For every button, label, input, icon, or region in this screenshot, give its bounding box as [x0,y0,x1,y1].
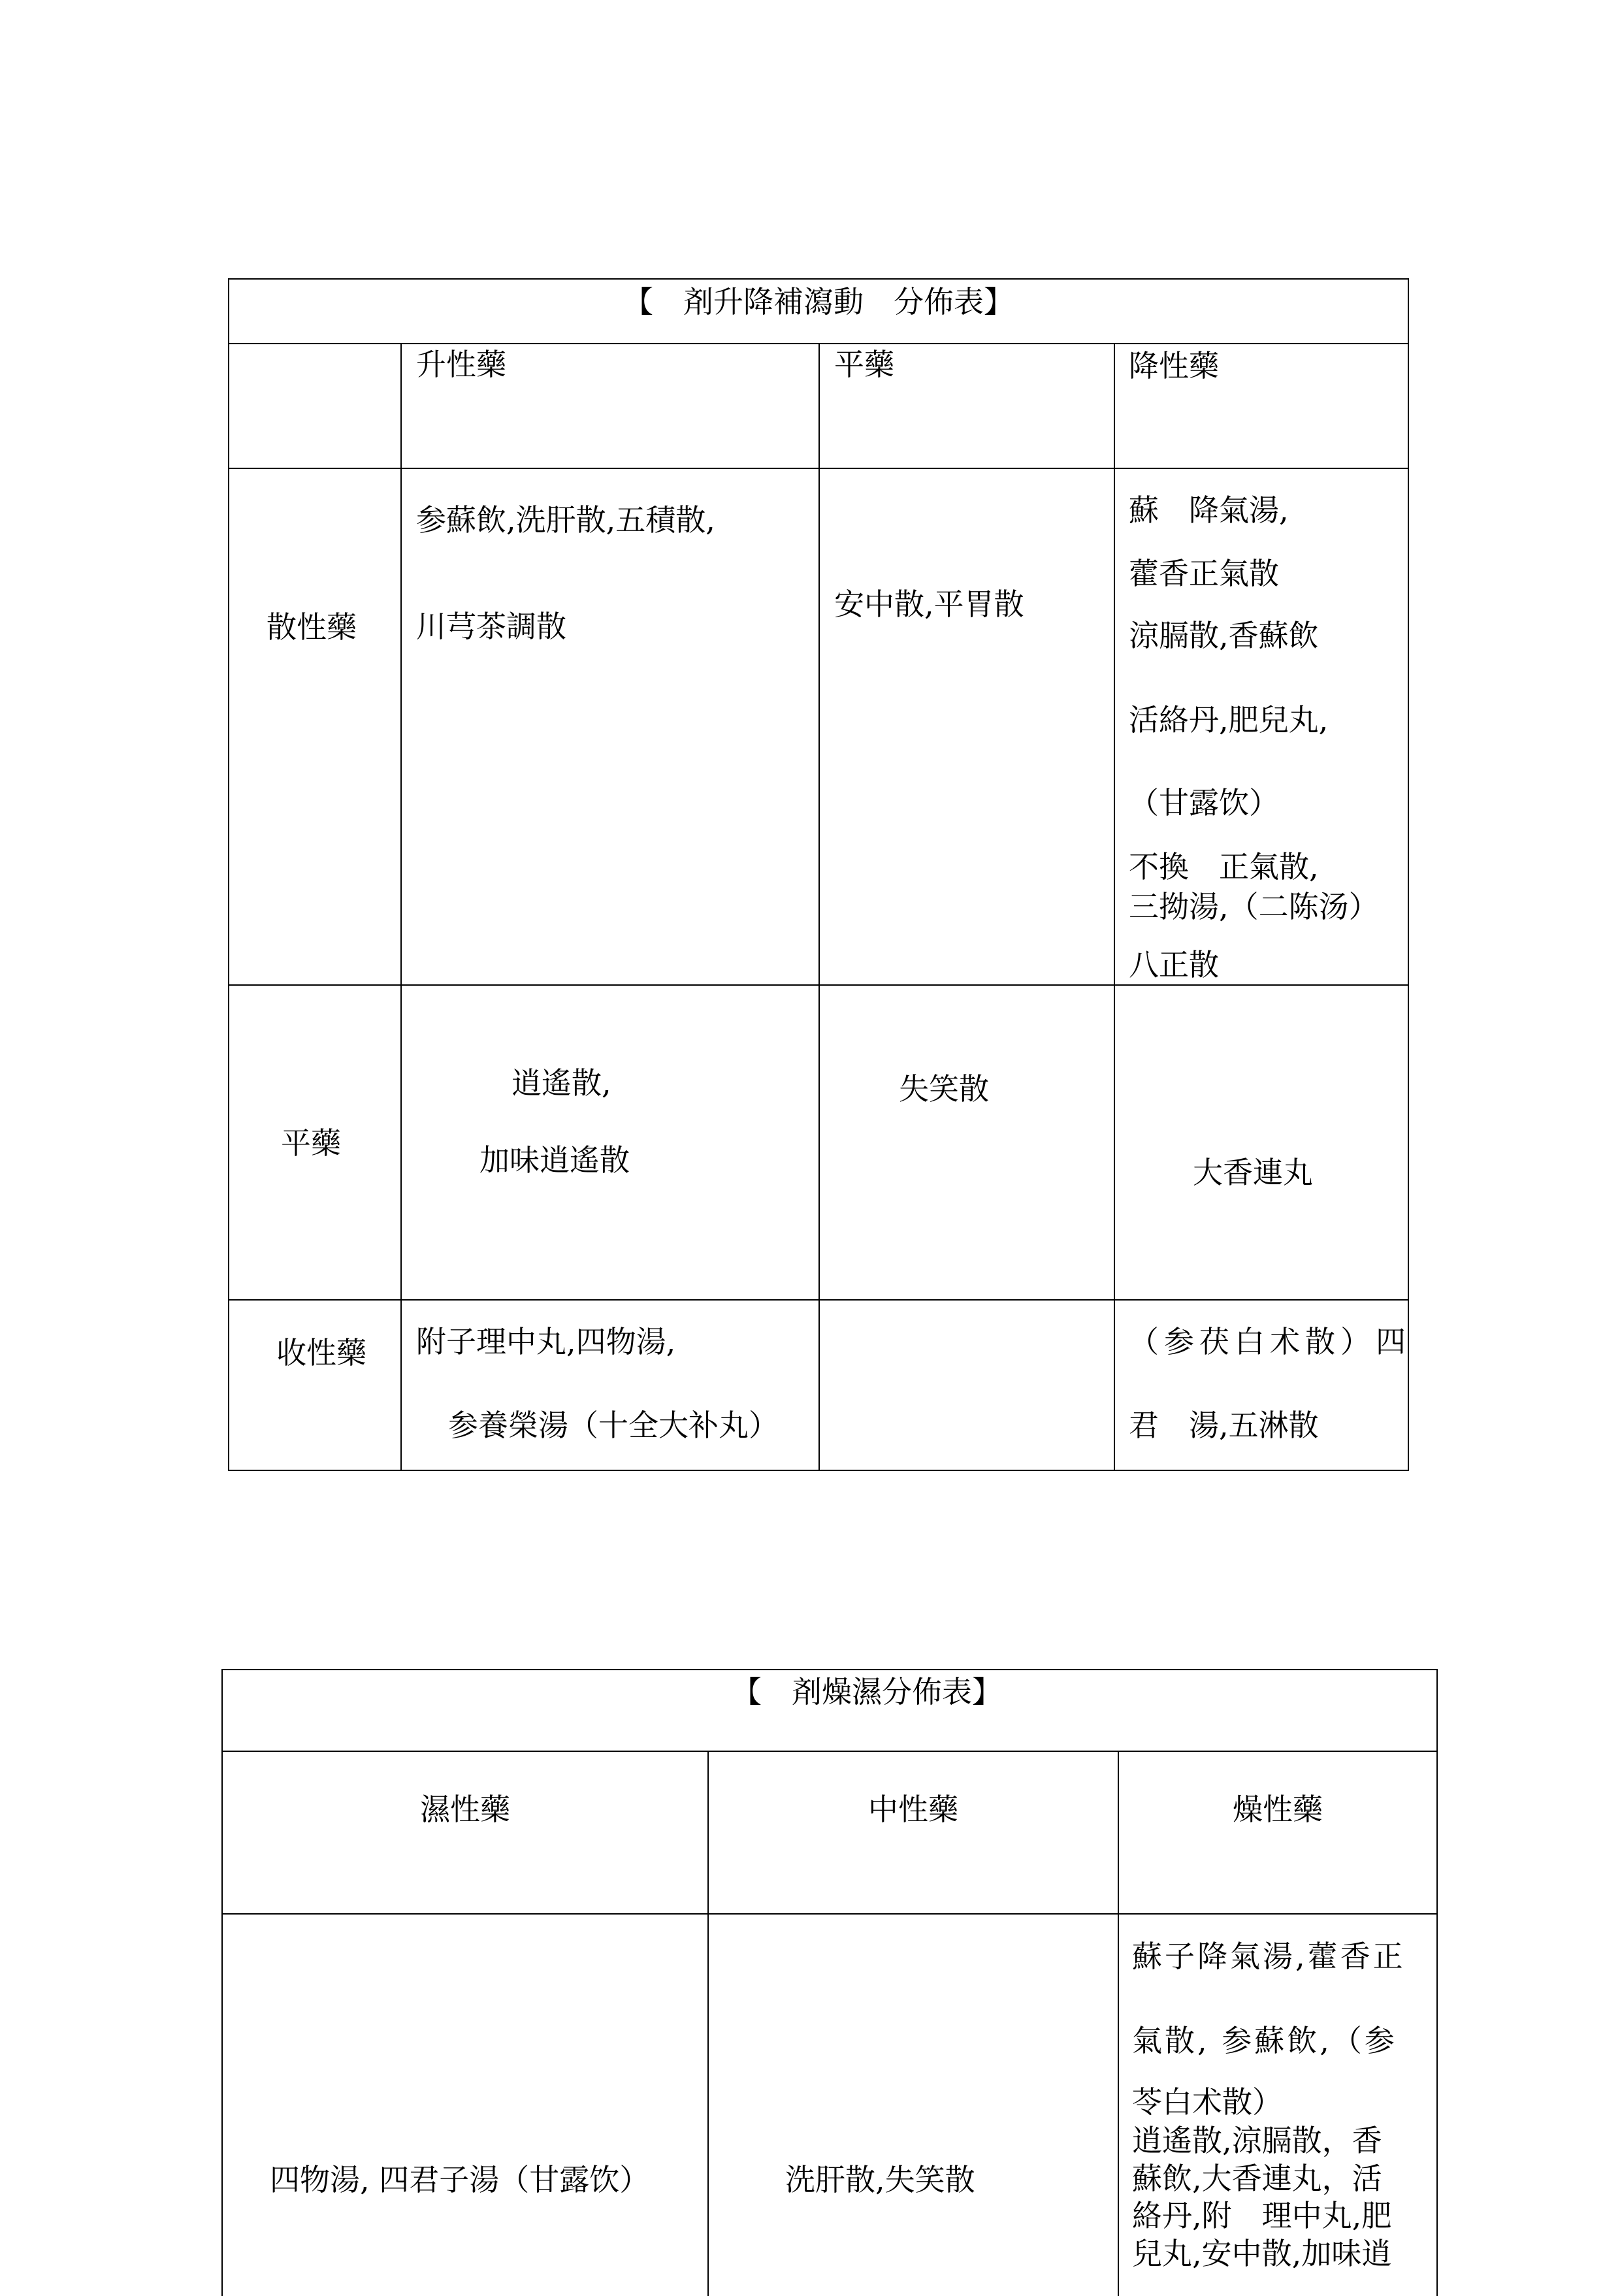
table1-cell-text: 川芎茶調散 [416,609,566,644]
table1-cell-text: 参蘇飲,洗肝散,五積散, [416,502,715,538]
table2-cell-text: 苓白术散） [1132,2084,1282,2120]
table1-cell-text: 八正散 [1129,947,1219,982]
table1-border-right [1408,278,1409,1471]
table2-cell-text: 氣散, 参蘇飲,（参 [1132,2023,1397,2058]
table2-border-top [221,1669,1438,1670]
table2-border-col2 [1118,1751,1119,2296]
table2-border-col1 [707,1751,709,2296]
table2-header-wet: 濕性藥 [420,1792,510,1827]
table1-border-left [228,278,229,1471]
table1-cell-text: 失笑散 [899,1071,989,1107]
table-dry-wet [0,1633,1620,2291]
table2-header-neutral: 中性藥 [868,1792,958,1827]
table2-cell-text: 逍遙散,涼膈散，香 [1132,2123,1382,2158]
table1-row-label-neutral: 平藥 [281,1125,341,1161]
table1-border-col3 [1114,343,1115,1471]
table1-cell-text: 蘇 降氣湯, [1129,493,1289,528]
table2-cell-text: 蘇飲,大香連丸，活 [1132,2161,1382,2196]
table2-border-title [221,1751,1438,1752]
table2-cell-text: 蘇子降氣湯,藿香正 [1132,1939,1406,1974]
table2-border-right [1436,1669,1438,2296]
table1-header-flat: 平藥 [834,347,894,382]
table1-border-top [228,278,1409,280]
table2-cell-neutral: 洗肝散,失笑散 [785,2162,975,2197]
table2-cell-text: 絡丹,附 理中丸,肥 [1132,2198,1392,2233]
table1-cell-text: 安中散,平胃散 [834,587,1024,622]
table1-cell-text: 附子理中丸,四物湯, [416,1324,676,1359]
table1-border-col2 [818,343,820,1471]
table1-cell-text: 逍遙散, [511,1065,611,1101]
table1-cell-text: 三拗湯,（二陈汤） [1129,889,1379,924]
table2-header-dry: 燥性藥 [1233,1792,1323,1827]
table2-title: 【 剤燥濕分佈表】 [732,1674,1002,1709]
table1-cell-text: 不換 正氣散, [1129,849,1319,884]
table2-cell-text: 兒丸,安中散,加味逍 [1132,2236,1392,2271]
table1-cell-text: 藿香正氣散 [1129,556,1279,591]
table1-cell-text: 活絡丹,肥兒丸, [1129,702,1329,737]
table2-border-header [221,1913,1438,1915]
table2-border-left [221,1669,223,2296]
table1-title: 【 剤升降補瀉動 分佈表】 [623,284,1014,319]
table1-cell-text: 参養榮湯（十全大补丸） [448,1408,779,1443]
table1-header-fall: 降性藥 [1129,348,1219,383]
table1-cell-text: 加味逍遙散 [479,1142,630,1178]
table1-cell-text: （甘露饮） [1129,785,1279,820]
table1-header-rise: 升性藥 [416,347,506,382]
table1-border-col1 [400,343,402,1471]
table1-cell-text: （参茯白术散）四 [1129,1324,1411,1359]
table1-cell-text: 大香連丸 [1193,1155,1313,1190]
table2-cell-wet: 四物湯, 四君子湯（甘露饮） [270,2162,650,2197]
table1-cell-text: 涼膈散,香蘇飲 [1129,618,1319,653]
table1-cell-text: 君 湯,五淋散 [1129,1408,1319,1443]
table1-row-label-astringe: 收性藥 [276,1335,366,1370]
table1-row-label-disperse: 散性藥 [267,609,357,645]
